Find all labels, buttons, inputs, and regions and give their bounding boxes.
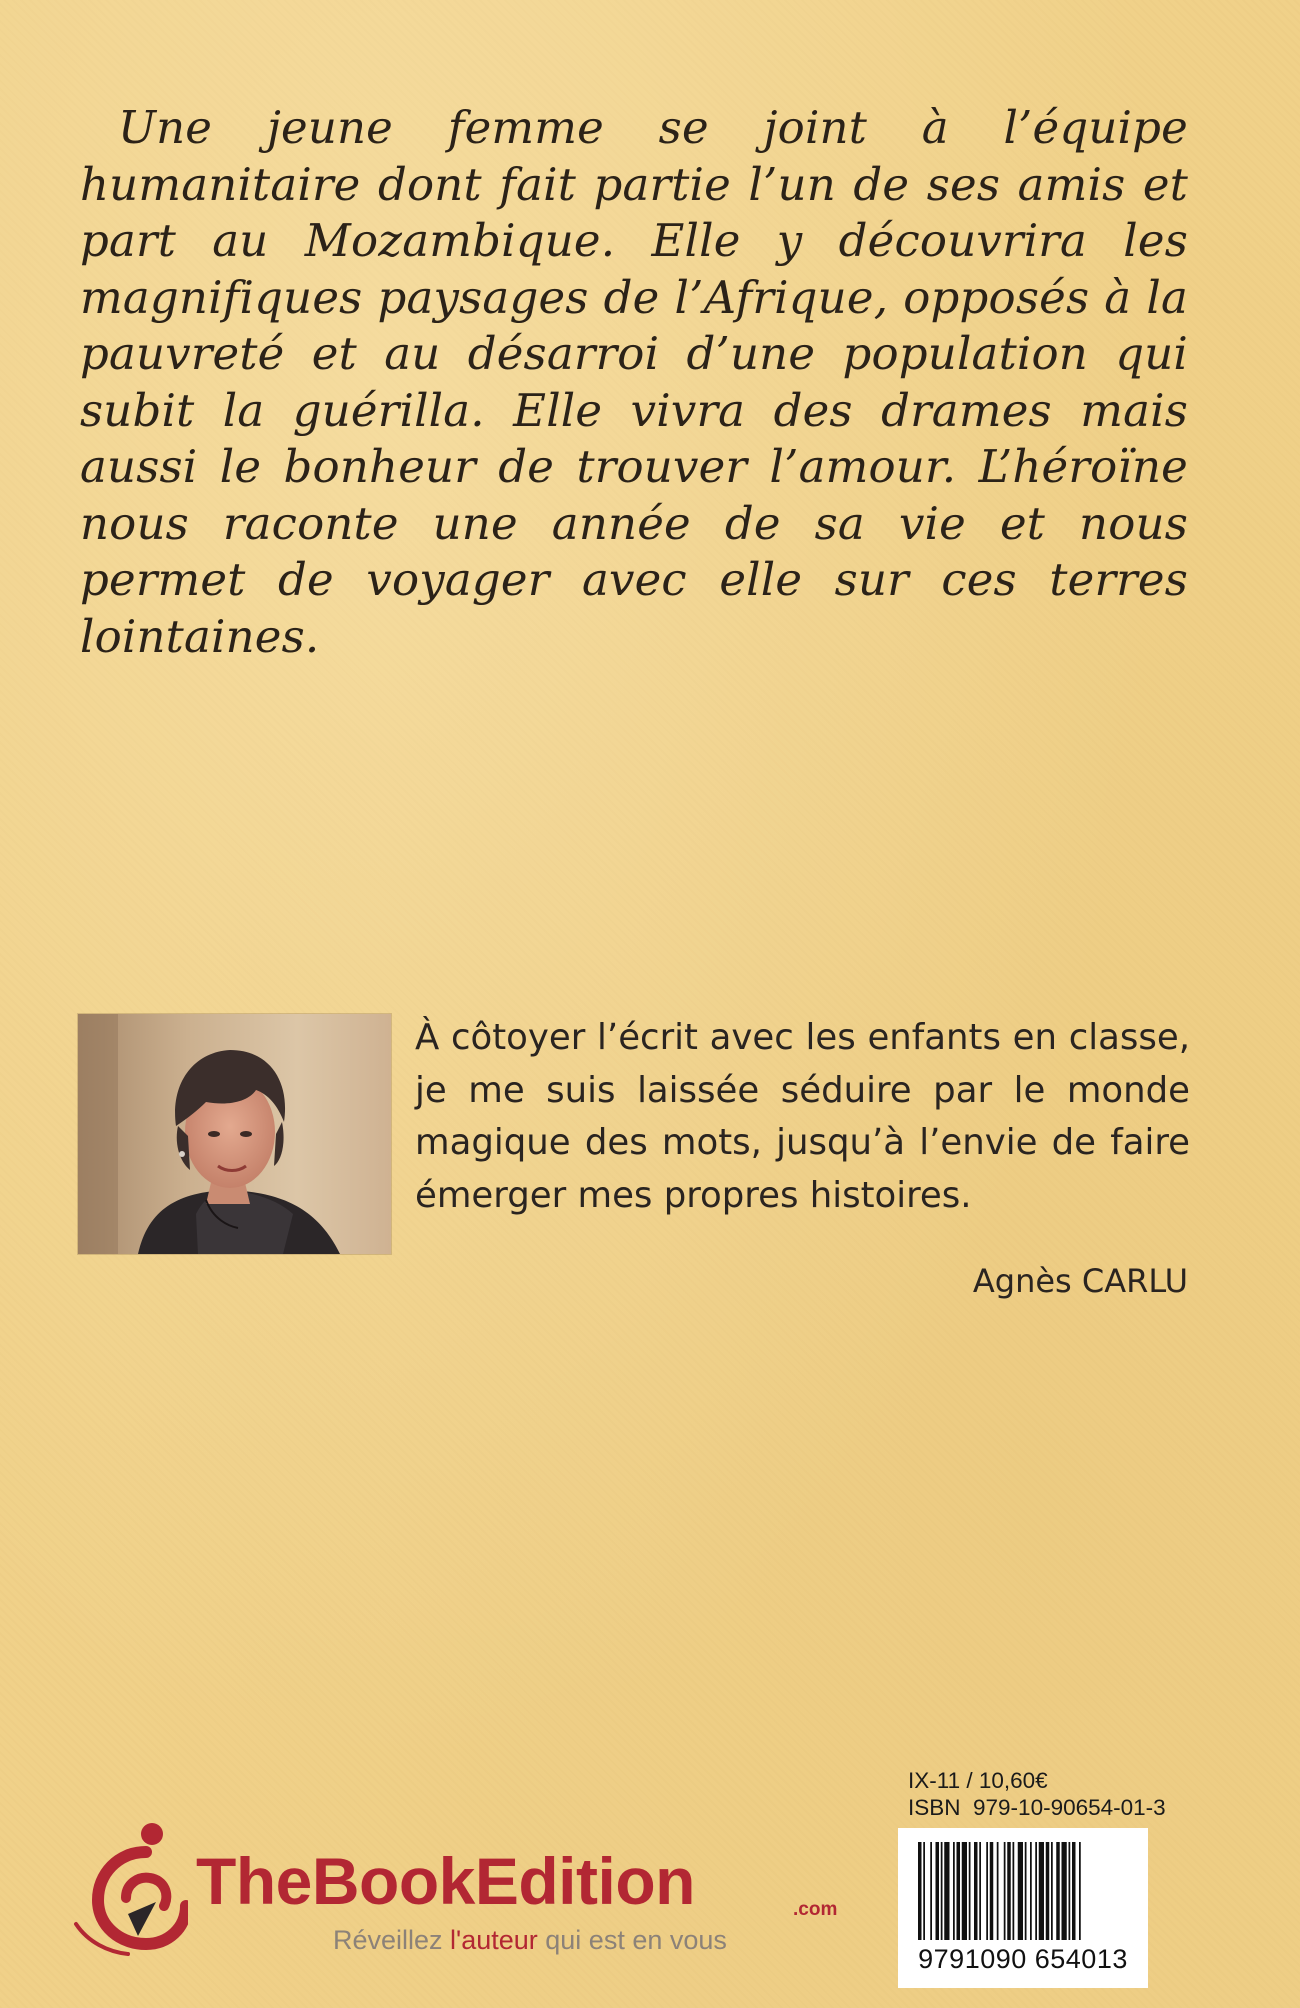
author-bio-text: À côtoyer l’écrit avec les enfants en classe, je me suis laissée séduire par le monde magique des mots, jusqu’à l’envie de faire émerger mes propres histoires. [415,1017,1190,1216]
publisher-logo-icon [68,1818,188,1958]
synopsis-text: Une jeune femme se joint à l’équipe humanitaire dont fait partie l’un de ses amis et part au Mozambique. Elle y découvrira les magnifiques paysages de l’Afrique, opposés à la pauvreté et au désarroi d’une population qui subit la guérilla. Elle vivra des drames mais aussi le bonheur de trouver l’amour. L’héroïne nous raconte une année de sa vie et nous permet de voyager avec elle sur ces terres lointaines. [80,101,1188,663]
publisher-domain: .com [793,1899,838,1920]
barcode-number: 9791090 654013 [918,1944,1128,1974]
author-name: Agnès CARLU [972,1262,1188,1300]
publisher-name: TheBookEdition [196,1844,695,1918]
author-portrait-image [78,1014,391,1254]
tagline-start: Réveillez [333,1925,451,1955]
price-line: IX-11 / 10,60€ [908,1768,1048,1793]
tagline-end: qui est en vous [537,1925,727,1955]
barcode [898,1828,1148,1988]
publisher-tagline [333,1925,727,1956]
isbn-line: ISBN 979-10-90654-01-3 [908,1795,1166,1820]
tagline-accent: l'auteur [450,1925,538,1955]
author-photo [78,1014,391,1254]
